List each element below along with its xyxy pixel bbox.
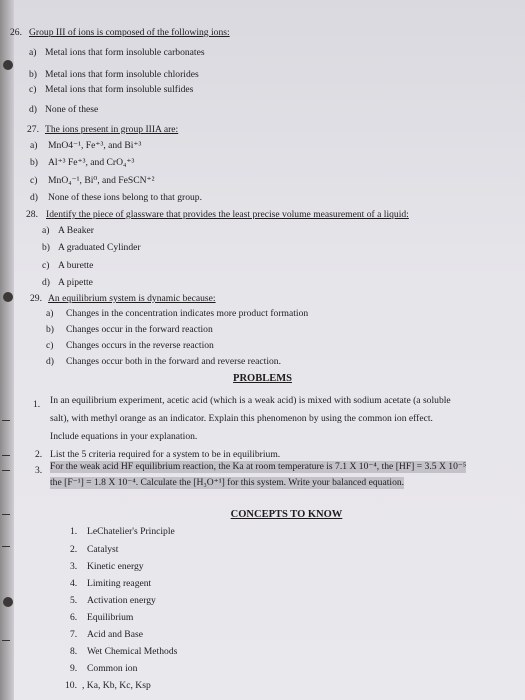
- concept-number: 7.: [70, 629, 78, 640]
- option-text: Metal ions that form insoluble carbonates: [45, 47, 205, 58]
- option-text: Changes occurs in the reverse reaction: [66, 340, 214, 351]
- option-letter: b): [46, 324, 54, 335]
- concepts-heading: CONCEPTS TO KNOW: [230, 509, 343, 520]
- option-letter: d): [42, 277, 50, 288]
- page-edge-shadow: [0, 0, 14, 700]
- concept-number: 5.: [70, 595, 78, 606]
- problem-text: For the weak acid HF equilibrium reaction, the Ka at room temperature is 7.1 X 10⁻⁴, the [HF] = 3.5 X 10⁻⁵: [50, 461, 467, 472]
- option-text: Changes in the concentration indicates more product formation: [66, 308, 309, 319]
- option-letter: c): [42, 260, 50, 271]
- margin-mark: [2, 470, 10, 471]
- concept-text: Common ion: [87, 663, 138, 674]
- option-text: A burette: [58, 260, 94, 271]
- margin-mark: [2, 546, 10, 547]
- option-letter: c): [46, 340, 54, 351]
- binder-hole: [3, 597, 13, 607]
- concept-number: 9.: [70, 663, 78, 674]
- concept-number: 6.: [70, 612, 78, 623]
- concept-number: 4.: [70, 578, 78, 589]
- problem-text: the [F⁻¹] = 1.8 X 10⁻⁴. Calculate the [H₃O⁺¹] for this system. Write your balanced equation.: [50, 477, 405, 488]
- concept-text: Limiting reagent: [87, 578, 152, 589]
- question-28-stem: Identify the piece of glassware that provides the least precise volume measurement of a liquid:: [46, 209, 409, 220]
- concept-number: 3.: [70, 561, 78, 572]
- problems-heading: PROBLEMS: [233, 373, 292, 384]
- concept-number: 1.: [70, 526, 78, 537]
- concept-text: Activation energy: [87, 595, 156, 606]
- option-text: None of these: [45, 104, 99, 115]
- option-letter: c): [29, 84, 37, 95]
- problem-text: List the 5 criteria required for a system to be in equilibrium.: [50, 449, 281, 460]
- option-text: Changes occur in the forward reaction: [66, 324, 213, 335]
- binder-hole: [3, 60, 13, 70]
- option-text: A graduated Cylinder: [58, 242, 141, 253]
- margin-mark: [2, 640, 10, 641]
- question-29-stem: An equilibrium system is dynamic because:: [48, 293, 216, 304]
- concept-number: 8.: [70, 646, 78, 657]
- option-letter: a): [42, 225, 50, 236]
- option-text: MnO4⁻¹, Fe⁺³, and Bi⁺³: [48, 140, 142, 151]
- concept-number: 10.: [65, 680, 77, 691]
- margin-mark: [2, 455, 10, 456]
- concept-text: , Ka, Kb, Kc, Ksp: [82, 680, 151, 691]
- option-letter: a): [29, 47, 37, 58]
- margin-mark: [2, 514, 10, 515]
- question-29-number: 29.: [30, 293, 42, 304]
- option-letter: a): [46, 308, 54, 319]
- question-26-number: 26.: [10, 27, 22, 38]
- concept-text: Kinetic energy: [87, 561, 144, 572]
- option-letter: b): [29, 69, 37, 80]
- question-27-stem: The ions present in group IIIA are:: [45, 124, 179, 135]
- concept-text: Equilibrium: [87, 612, 134, 623]
- option-letter: c): [30, 175, 38, 186]
- concept-text: LeChatelier's Principle: [87, 526, 175, 537]
- binder-hole: [3, 292, 13, 302]
- option-text: Metal ions that form insoluble chlorides: [45, 69, 199, 80]
- option-text: Metal ions that form insoluble sulfides: [45, 84, 194, 95]
- option-text: MnO₄⁻¹, Bi⁰, and FeSCN⁺²: [48, 175, 155, 186]
- option-letter: a): [30, 140, 38, 151]
- problem-number: 3.: [35, 465, 43, 476]
- concept-text: Wet Chemical Methods: [87, 646, 178, 657]
- option-text: Changes occur both in the forward and reverse reaction.: [66, 356, 281, 367]
- problem-number: 1.: [33, 399, 41, 410]
- option-letter: d): [29, 104, 37, 115]
- problem-text: Include equations in your explanation.: [50, 431, 198, 442]
- concept-number: 2.: [70, 544, 78, 555]
- option-text: A Beaker: [58, 225, 94, 236]
- question-28-number: 28.: [26, 209, 38, 220]
- question-26-stem: Group III of ions is composed of the following ions:: [29, 27, 230, 38]
- option-text: None of these ions belong to that group.: [48, 192, 203, 203]
- question-27-number: 27.: [27, 124, 39, 135]
- option-letter: b): [30, 157, 38, 168]
- option-text: A pipette: [58, 277, 93, 288]
- problem-text: salt), with methyl orange as an indicator. Explain this phenomenon by using the common ion effect.: [50, 413, 433, 424]
- option-letter: d): [46, 356, 54, 367]
- option-letter: d): [30, 192, 38, 203]
- concept-text: Catalyst: [87, 544, 119, 555]
- margin-mark: [2, 420, 10, 421]
- concept-text: Acid and Base: [87, 629, 143, 640]
- problem-number: 2.: [35, 449, 43, 460]
- problem-text: In an equilibrium experiment, acetic acid (which is a weak acid) is mixed with sodium acetate (a soluble: [50, 395, 451, 406]
- option-letter: b): [42, 242, 50, 253]
- option-text: Al⁺³ Fe⁺³, and CrO₄⁺³: [48, 157, 135, 168]
